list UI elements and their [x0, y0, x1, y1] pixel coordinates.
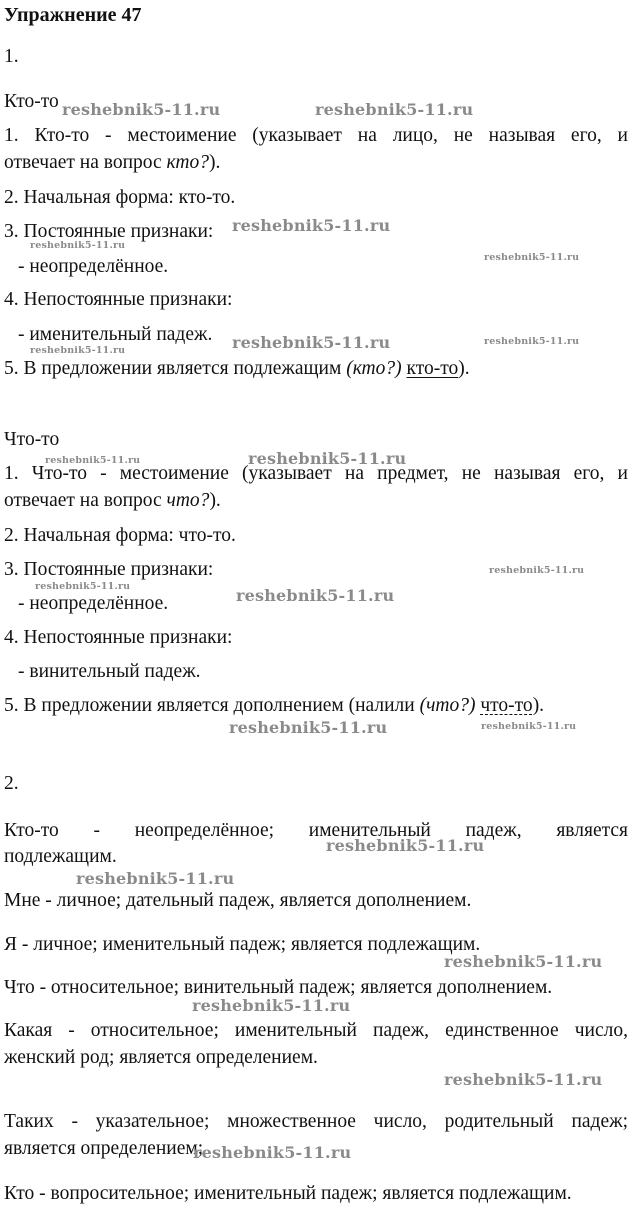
chto-to-item-3: 3. Постоянные признаки: — [4, 559, 214, 580]
watermark: reshebnik5-11.ru — [489, 565, 585, 576]
watermark: reshebnik5-11.ru — [76, 869, 235, 888]
part2-line-2: Мне - личное; дательный падеж, является дополнением. — [4, 890, 472, 911]
chto-to-item-4-value: - винительный падеж. — [18, 661, 201, 682]
watermark: reshebnik5-11.ru — [35, 581, 131, 592]
kto-to-item-3: 3. Постоянные признаки: — [4, 221, 214, 242]
kto-to-item-2: 2. Начальная форма: кто-то. — [4, 187, 236, 208]
watermark: reshebnik5-11.ru — [484, 252, 580, 263]
kto-to-item-5: 5. В предложении является подлежащим (кто?) кто-то). — [4, 358, 470, 379]
part2-line-1b: подлежащим. — [4, 846, 117, 867]
heading-chto-to: Что-то — [4, 429, 60, 450]
watermark: reshebnik5-11.ru — [248, 449, 407, 468]
watermark: reshebnik5-11.ru — [444, 952, 603, 971]
watermark: reshebnik5-11.ru — [229, 718, 388, 737]
watermark: reshebnik5-11.ru — [232, 216, 391, 235]
question-italic: что? — [166, 490, 210, 511]
part2-line-6a: Таких - указательное; множественное число, родительный падеж; — [4, 1111, 628, 1132]
subject-word-underlined: кто-то — [406, 358, 459, 379]
part2-line-1a: Кто-то - неопределённое; именительный падеж, является — [4, 820, 628, 841]
section-number-1: 1. — [4, 46, 19, 67]
part2-line-6b: является определением; — [4, 1138, 204, 1159]
question-italic: (что?) — [419, 695, 476, 716]
chto-to-item-4: 4. Непостоянные признаки: — [4, 627, 233, 648]
kto-to-item-4: 4. Непостоянные признаки: — [4, 289, 233, 310]
watermark: reshebnik5-11.ru — [30, 345, 126, 356]
kto-to-item-4-value: - именительный падеж. — [18, 324, 213, 345]
part2-line-7: Кто - вопросительное; именительный падеж; является подлежащим. — [4, 1183, 572, 1204]
chto-to-item-2: 2. Начальная форма: что-то. — [4, 525, 236, 546]
question-italic: (кто?) — [346, 358, 402, 379]
chto-to-item-1-line-1: 1. Что-то - местоимение (указывает на предмет, не называя его, и — [4, 463, 628, 484]
part2-line-5b: женский род; является определением. — [4, 1047, 318, 1068]
watermark: reshebnik5-11.ru — [484, 336, 580, 347]
watermark: reshebnik5-11.ru — [30, 240, 126, 251]
object-word-underlined: что-то — [480, 695, 533, 716]
section-number-2: 2. — [4, 773, 19, 794]
watermark: reshebnik5-11.ru — [45, 455, 141, 466]
watermark: reshebnik5-11.ru — [326, 836, 485, 855]
watermark: reshebnik5-11.ru — [192, 996, 351, 1015]
watermark: reshebnik5-11.ru — [481, 721, 577, 732]
question-italic: кто? — [166, 152, 209, 173]
watermark: reshebnik5-11.ru — [193, 1143, 352, 1162]
heading-kto-to: Кто-то — [4, 91, 59, 112]
kto-to-item-1-line-1: 1. Кто-то - местоимение (указывает на лицо, не называя его, и — [4, 125, 628, 146]
part2-line-3: Я - личное; именительный падеж; является подлежащим. — [4, 934, 481, 955]
part2-line-4: Что - относительное; винительный падеж; является дополнением. — [4, 977, 553, 998]
kto-to-item-1-line-2: отвечает на вопрос кто?). — [4, 152, 221, 173]
watermark: reshebnik5-11.ru — [444, 1070, 603, 1089]
watermark: reshebnik5-11.ru — [236, 586, 395, 605]
watermark: reshebnik5-11.ru — [232, 333, 391, 352]
page-title: Упражнение 47 — [4, 4, 142, 26]
part2-line-5a: Какая - относительное; именительный падеж, единственное число, — [4, 1020, 628, 1041]
chto-to-item-1-line-2: отвечает на вопрос что?). — [4, 490, 221, 511]
chto-to-item-5: 5. В предложении является дополнением (налили (что?) что-то). — [4, 695, 545, 716]
kto-to-item-3-value: - неопределённое. — [18, 256, 169, 277]
watermark: reshebnik5-11.ru — [62, 100, 221, 119]
chto-to-item-3-value: - неопределённое. — [18, 593, 169, 614]
watermark: reshebnik5-11.ru — [315, 100, 474, 119]
